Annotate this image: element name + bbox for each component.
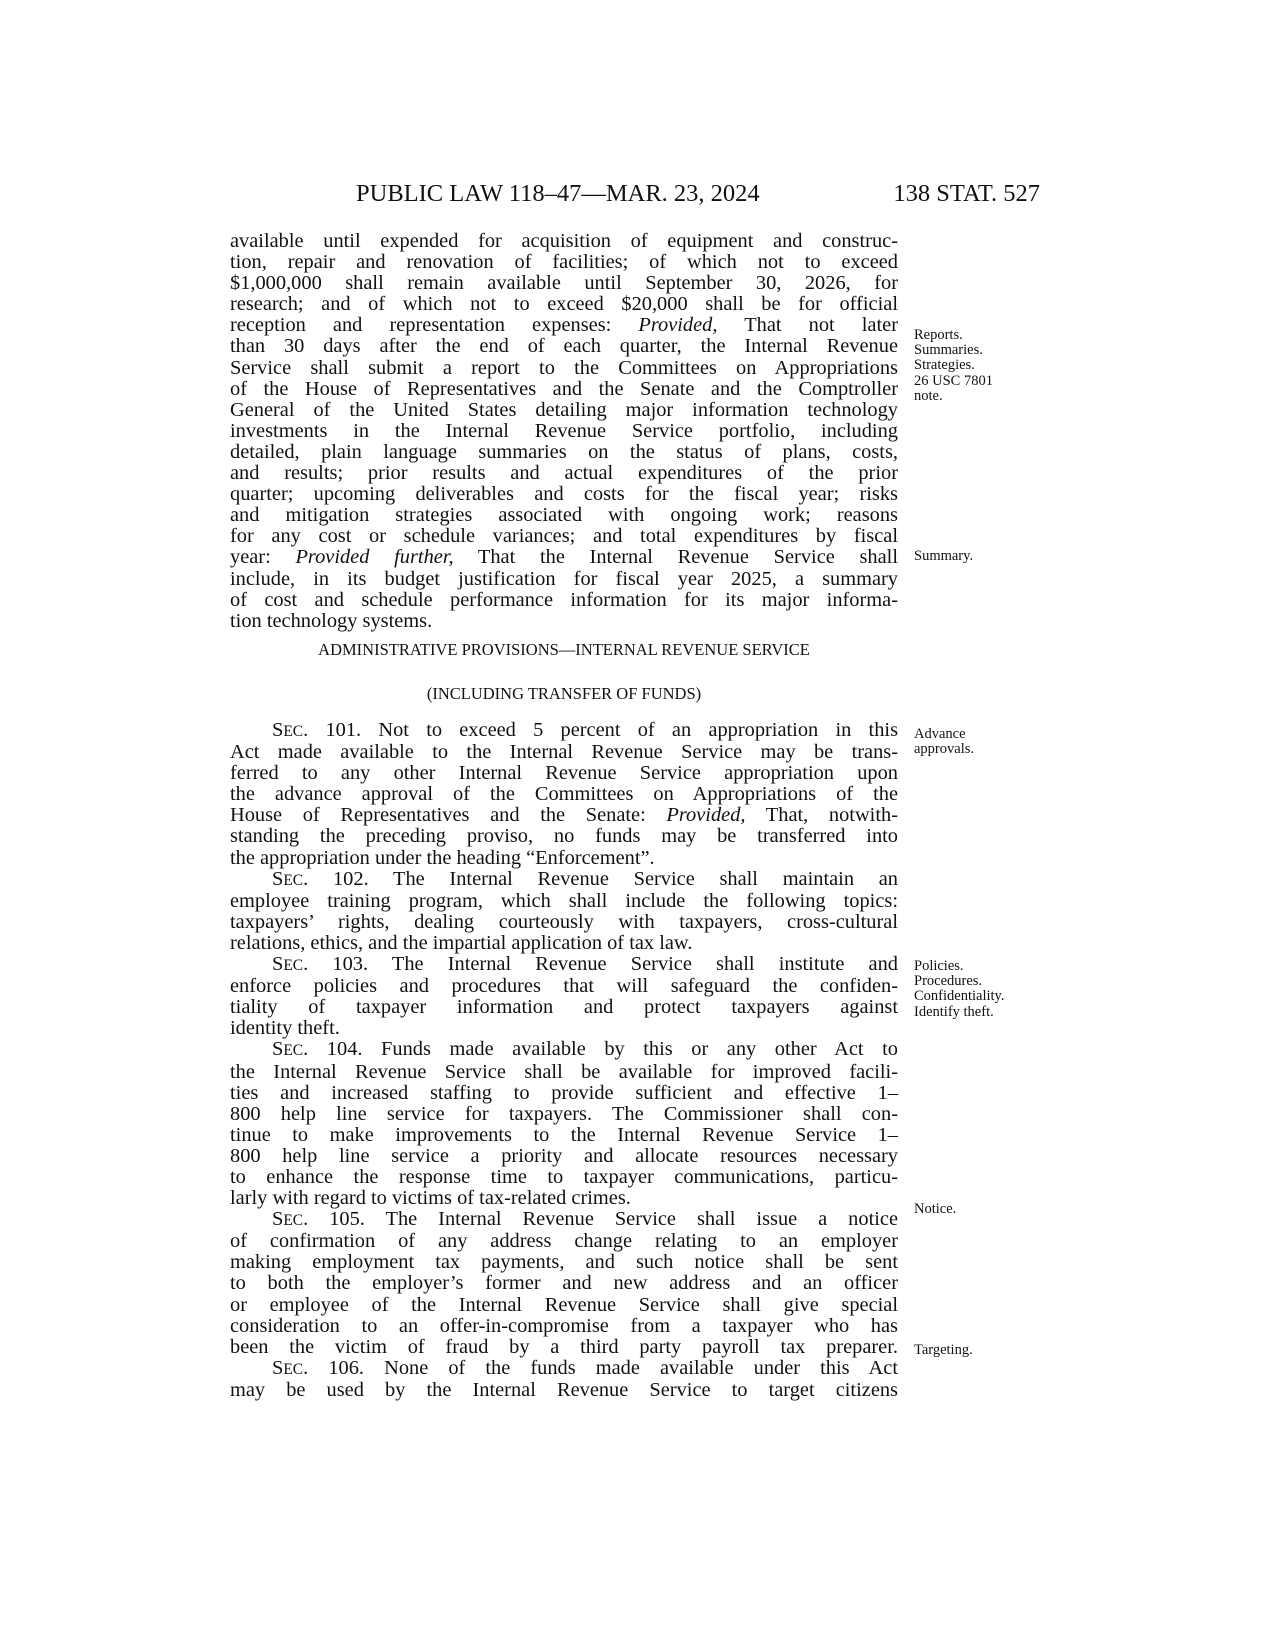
- text-line: for any cost or schedule variances; and total expenditures by fiscal: [230, 525, 898, 548]
- text-line: include, in its budget justification for fiscal year 2025, a summary: [230, 567, 898, 590]
- sec-102-first-line: SEC. 102. The Internal Revenue Service shall maintain an: [272, 867, 899, 890]
- text-line: $1,000,000 shall remain available until September 30, 2026, for: [230, 272, 898, 295]
- text-line: may be used by the Internal Revenue Service to target citizens: [230, 1378, 898, 1401]
- text-line: the appropriation under the heading “Enforcement”.: [230, 846, 655, 869]
- text-line: to both the employer’s former and new address and an officer: [230, 1272, 898, 1295]
- text-line: taxpayers’ rights, dealing courteously with taxpayers, cross-cultural: [230, 910, 898, 933]
- margin-note-notice: Notice.: [914, 1201, 957, 1217]
- text-line: relations, ethics, and the impartial application of tax law.: [230, 931, 693, 954]
- text-line: 800 help line service for taxpayers. The Commissioner shall con-: [230, 1102, 898, 1125]
- sec-106-first-line: SEC. 106. None of the funds made available under this Act: [272, 1356, 898, 1379]
- text-line: and mitigation strategies associated with ongoing work; reasons: [230, 504, 898, 527]
- text-line: tiality of taxpayer information and protect taxpayers against: [230, 996, 898, 1019]
- text-line: reception and representation expenses: Provided, That not later: [230, 314, 898, 337]
- text-line: quarter; upcoming deliverables and costs for the fiscal year; risks: [230, 483, 898, 506]
- text-line: enforce policies and procedures that will safeguard the confiden-: [230, 975, 898, 998]
- text-line: House of Representatives and the Senate: Provided, That, notwith-: [230, 804, 898, 827]
- text-line: making employment tax payments, and such notice shall be sent: [230, 1251, 898, 1274]
- margin-note-targeting: Targeting.: [914, 1342, 973, 1358]
- text-line: or employee of the Internal Revenue Service shall give special: [230, 1293, 898, 1316]
- text-line: the Internal Revenue Service shall be available for improved facili-: [230, 1060, 898, 1083]
- text-line: tinue to make improvements to the Internal Revenue Service 1–: [230, 1123, 898, 1146]
- text-line: Service shall submit a report to the Committees on Appropriations: [230, 356, 898, 379]
- text-line: tion, repair and renovation of facilities; of which not to exceed: [230, 251, 898, 274]
- text-line: research; and of which not to exceed $20,000 shall be for official: [230, 293, 898, 316]
- sec-105-first-line: SEC. 105. The Internal Revenue Service shall issue a notice: [272, 1208, 898, 1231]
- text-line: and results; prior results and actual expenditures of the prior: [230, 462, 898, 485]
- text-line: to enhance the response time to taxpayer communications, particu-: [230, 1165, 898, 1188]
- text-line: detailed, plain language summaries on the status of plans, costs,: [230, 440, 898, 463]
- page-stat-number: 138 STAT. 527: [893, 180, 1040, 207]
- text-line: investments in the Internal Revenue Service portfolio, including: [230, 419, 898, 442]
- sec-104-first-line: SEC. 104. Funds made available by this or any other Act to: [272, 1038, 898, 1061]
- text-line: consideration to an offer-in-compromise from a taxpayer who has: [230, 1314, 898, 1337]
- text-line: ferred to any other Internal Revenue Service appropriation upon: [230, 762, 898, 785]
- sec-101-first-line: SEC. 101. Not to exceed 5 percent of an appropriation in this: [272, 719, 899, 741]
- text-line: 800 help line service a priority and allocate resources necessary: [230, 1144, 898, 1167]
- text-line: than 30 days after the end of each quarter, the Internal Revenue: [230, 335, 898, 358]
- margin-note-reports: Reports. Summaries. Strategies. 26 USC 7801 note.: [914, 327, 993, 404]
- text-line: of confirmation of any address change relating to an employer: [230, 1230, 898, 1253]
- text-line: the advance approval of the Committees on Appropriations of the: [230, 783, 898, 806]
- sections-body: [230, 720, 898, 1401]
- text-line: employee training program, which shall include the following topics:: [230, 889, 898, 912]
- section-subheading: (INCLUDING TRANSFER OF FUNDS): [426, 684, 702, 703]
- paragraph-continuation: [230, 231, 898, 632]
- running-header-title: PUBLIC LAW 118–47—MAR. 23, 2024: [356, 180, 760, 207]
- sec-103-first-line: SEC. 103. The Internal Revenue Service shall institute and: [272, 953, 899, 976]
- margin-note-advance-approvals: Advance approvals.: [914, 726, 974, 758]
- margin-note-policies: Policies. Procedures. Confidentiality. Identify theft.: [914, 958, 1005, 1020]
- text-line: available until expended for acquisition of equipment and construc-: [230, 230, 898, 252]
- text-line: larly with regard to victims of tax-related crimes.: [230, 1187, 631, 1210]
- text-line: tion technology systems.: [230, 609, 433, 632]
- provided-further-italic: Provided further,: [295, 546, 454, 569]
- provided-italic: Provided,: [666, 804, 746, 827]
- text-line: identity theft.: [230, 1017, 340, 1040]
- text-line: General of the United States detailing major information technology: [230, 398, 898, 421]
- text-line: Act made available to the Internal Revenue Service may be trans-: [230, 741, 898, 764]
- text-line: ties and increased staffing to provide sufficient and effective 1–: [230, 1081, 898, 1104]
- text-line: of the House of Representatives and the Senate and the Comptroller: [230, 377, 898, 400]
- section-heading: ADMINISTRATIVE PROVISIONS—INTERNAL REVENUE SERVICE: [318, 640, 810, 659]
- provided-italic: Provided,: [638, 314, 718, 337]
- text-line: been the victim of fraud by a third party payroll tax preparer.: [230, 1335, 898, 1358]
- text-line: of cost and schedule performance information for its major informa-: [230, 588, 898, 611]
- text-line: standing the preceding proviso, no funds may be transferred into: [230, 825, 898, 848]
- text-line: year: Provided further, That the Internal Revenue Service shall: [230, 546, 898, 569]
- margin-note-summary: Summary.: [914, 548, 974, 564]
